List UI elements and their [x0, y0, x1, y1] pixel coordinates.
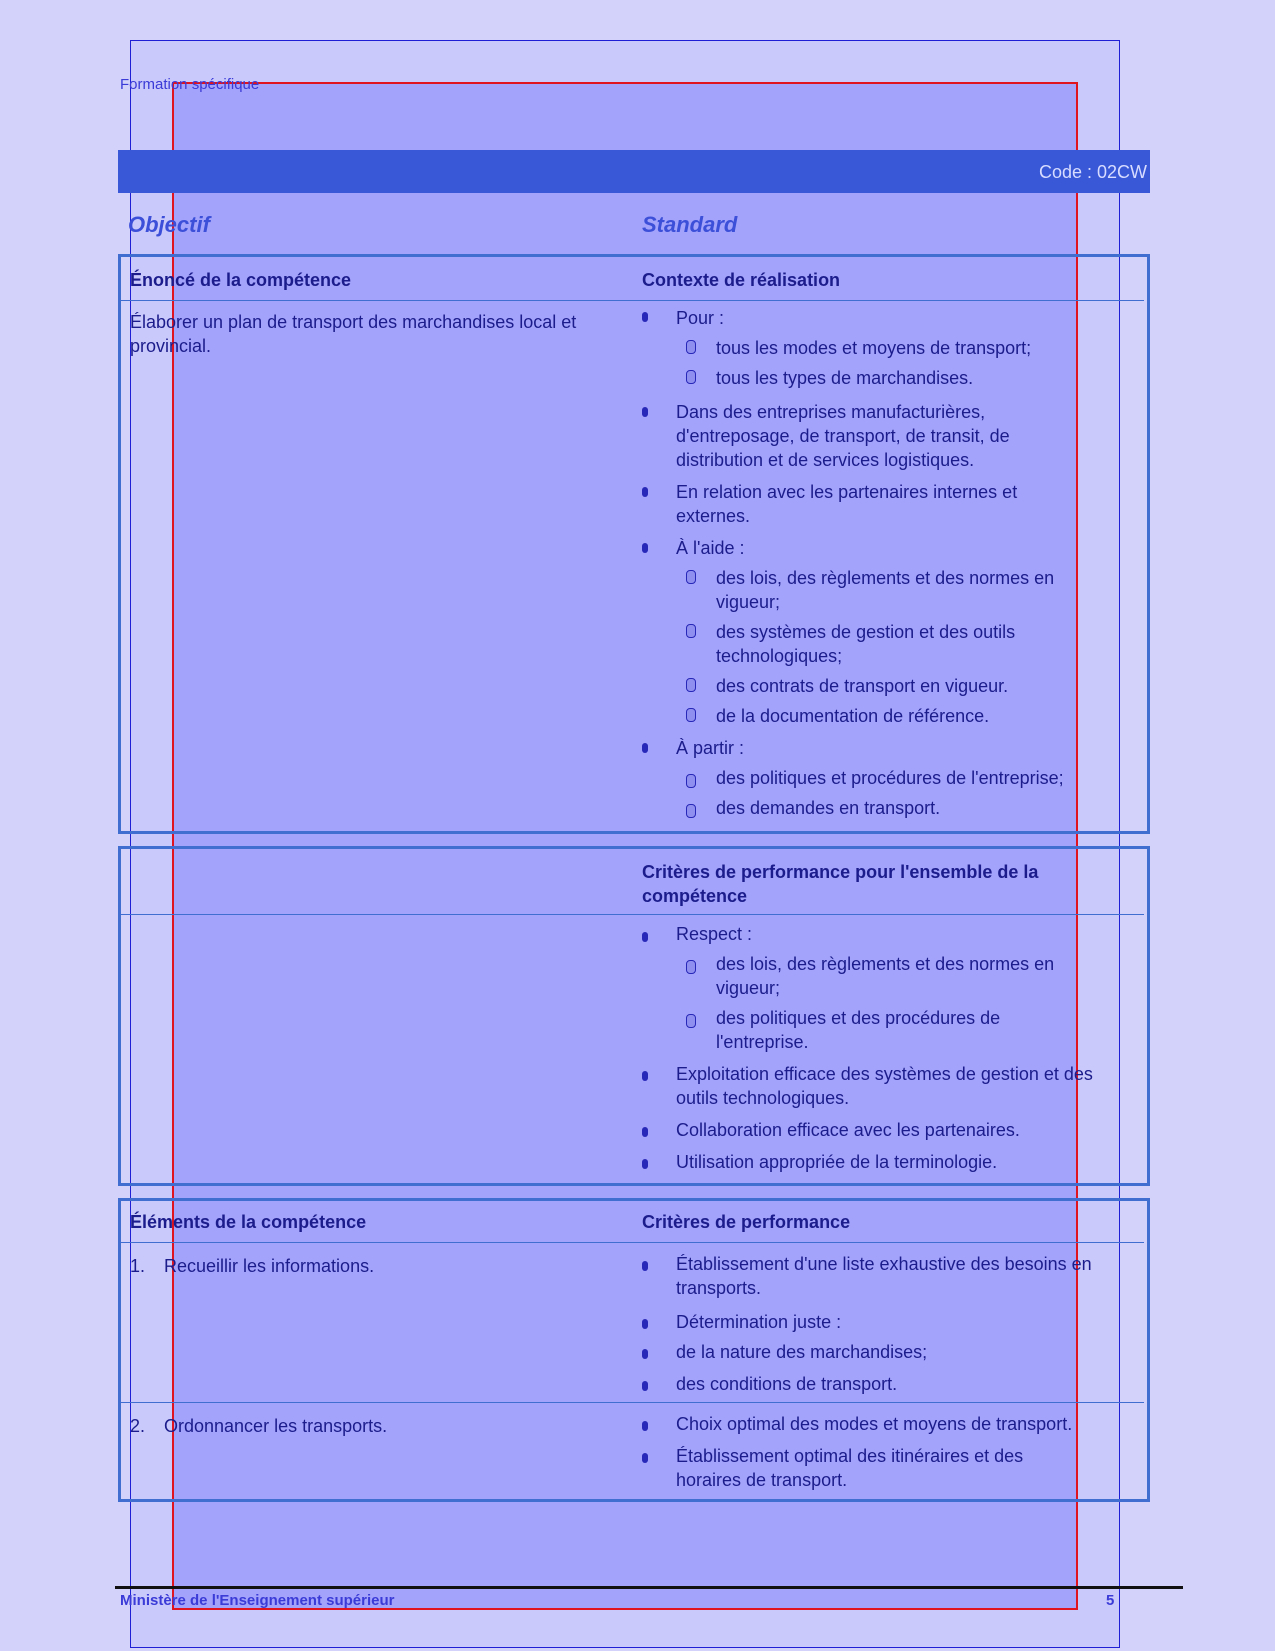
- list-item: tous les modes et moyens de transport;: [716, 338, 1032, 358]
- list-item: Détermination juste :: [676, 1312, 842, 1332]
- bullet-icon: [642, 1316, 648, 1334]
- elements-heading: Éléments de la compétence: [130, 1212, 367, 1232]
- divider: [120, 300, 1144, 301]
- sub-bullet-icon: [686, 678, 696, 697]
- bullet-icon: [642, 540, 648, 558]
- code-band: [118, 150, 1150, 193]
- divider: [120, 1242, 1144, 1243]
- list-item: des lois, des règlements et des normes en vigueur;: [716, 568, 1055, 612]
- list-item: Établissement optimal des itinéraires et des horaires de transport.: [676, 1446, 1024, 1490]
- statement-heading: Énoncé de la compétence: [130, 270, 352, 290]
- sub-bullet-icon: [686, 1014, 696, 1033]
- context-heading: Contexte de réalisation: [642, 270, 841, 290]
- bullet-icon: [642, 404, 648, 422]
- list-item: À partir :: [676, 738, 745, 758]
- list-item: Dans des entreprises manufacturières, d'entreposage, de transport, de transit, de distribution et de services logistiques.: [676, 402, 1010, 470]
- page-number: 5: [1106, 1592, 1115, 1609]
- element-number: 1.: [130, 1256, 146, 1276]
- list-item: de la documentation de référence.: [716, 706, 990, 726]
- element-label: Recueillir les informations.: [164, 1256, 375, 1276]
- list-item: des lois, des règlements et des normes en vigueur;: [716, 954, 1055, 998]
- list-item: Utilisation appropriée de la terminologie.: [676, 1152, 998, 1172]
- list-item: Collaboration efficace avec les partenaires.: [676, 1120, 1020, 1140]
- bullet-icon: [642, 1418, 648, 1436]
- bullet-icon: [642, 1156, 648, 1174]
- list-item: des conditions de transport.: [676, 1374, 898, 1394]
- list-item: des demandes en transport.: [716, 798, 941, 818]
- bullet-icon: [642, 1450, 648, 1468]
- footer-ministry: Ministère de l'Enseignement supérieur: [120, 1592, 395, 1609]
- standard-heading: Standard: [642, 212, 738, 237]
- bullet-icon: [642, 1378, 648, 1396]
- bullet-icon: [642, 1068, 648, 1086]
- list-item: des systèmes de gestion et des outils technologiques;: [716, 622, 1016, 666]
- bullet-icon: [642, 484, 648, 502]
- element-label: Ordonnancer les transports.: [164, 1416, 388, 1436]
- list-item: À l'aide :: [676, 538, 745, 558]
- sub-bullet-icon: [686, 340, 696, 359]
- sub-bullet-icon: [686, 570, 696, 589]
- list-item: des politiques et des procédures de l'entreprise.: [716, 1008, 1001, 1052]
- footer-rule: [115, 1586, 1183, 1589]
- sub-bullet-icon: [686, 774, 696, 793]
- list-item: des contrats de transport en vigueur.: [716, 676, 1009, 696]
- list-item: de la nature des marchandises;: [676, 1342, 928, 1362]
- list-item: Choix optimal des modes et moyens de transport.: [676, 1414, 1073, 1434]
- list-item: Exploitation efficace des systèmes de gestion et des outils technologiques.: [676, 1064, 1093, 1108]
- sub-bullet-icon: [686, 624, 696, 643]
- list-item: des politiques et procédures de l'entreprise;: [716, 768, 1064, 788]
- competency-statement: Élaborer un plan de transport des marchandises local et provincial.: [130, 312, 577, 356]
- bullet-icon: [642, 309, 648, 327]
- competency-code: Code : 02CW: [1038, 162, 1147, 182]
- bullet-icon: [642, 1346, 648, 1364]
- divider: [120, 914, 1144, 915]
- bullet-icon: [642, 740, 648, 758]
- sub-bullet-icon: [686, 804, 696, 823]
- list-item: Respect :: [676, 924, 753, 944]
- list-item: tous les types de marchandises.: [716, 368, 974, 388]
- bullet-icon: [642, 1124, 648, 1142]
- bullet-icon: [642, 929, 648, 947]
- list-item: En relation avec les partenaires internes et externes.: [676, 482, 1018, 526]
- sub-bullet-icon: [686, 960, 696, 979]
- list-item: Pour :: [676, 308, 725, 328]
- performance-heading: Critères de performance: [642, 1212, 851, 1232]
- header-title: Formation spécifique: [120, 76, 260, 93]
- sub-bullet-icon: [686, 370, 696, 389]
- element-number: 2.: [130, 1416, 146, 1436]
- divider: [120, 1402, 1144, 1403]
- list-item: Établissement d'une liste exhaustive des besoins en transports.: [676, 1254, 1092, 1298]
- global-criteria-heading: Critères de performance pour l'ensemble de la compétence: [642, 862, 1039, 906]
- sub-bullet-icon: [686, 708, 696, 727]
- objectif-heading: Objectif: [128, 212, 210, 237]
- bullet-icon: [642, 1258, 648, 1276]
